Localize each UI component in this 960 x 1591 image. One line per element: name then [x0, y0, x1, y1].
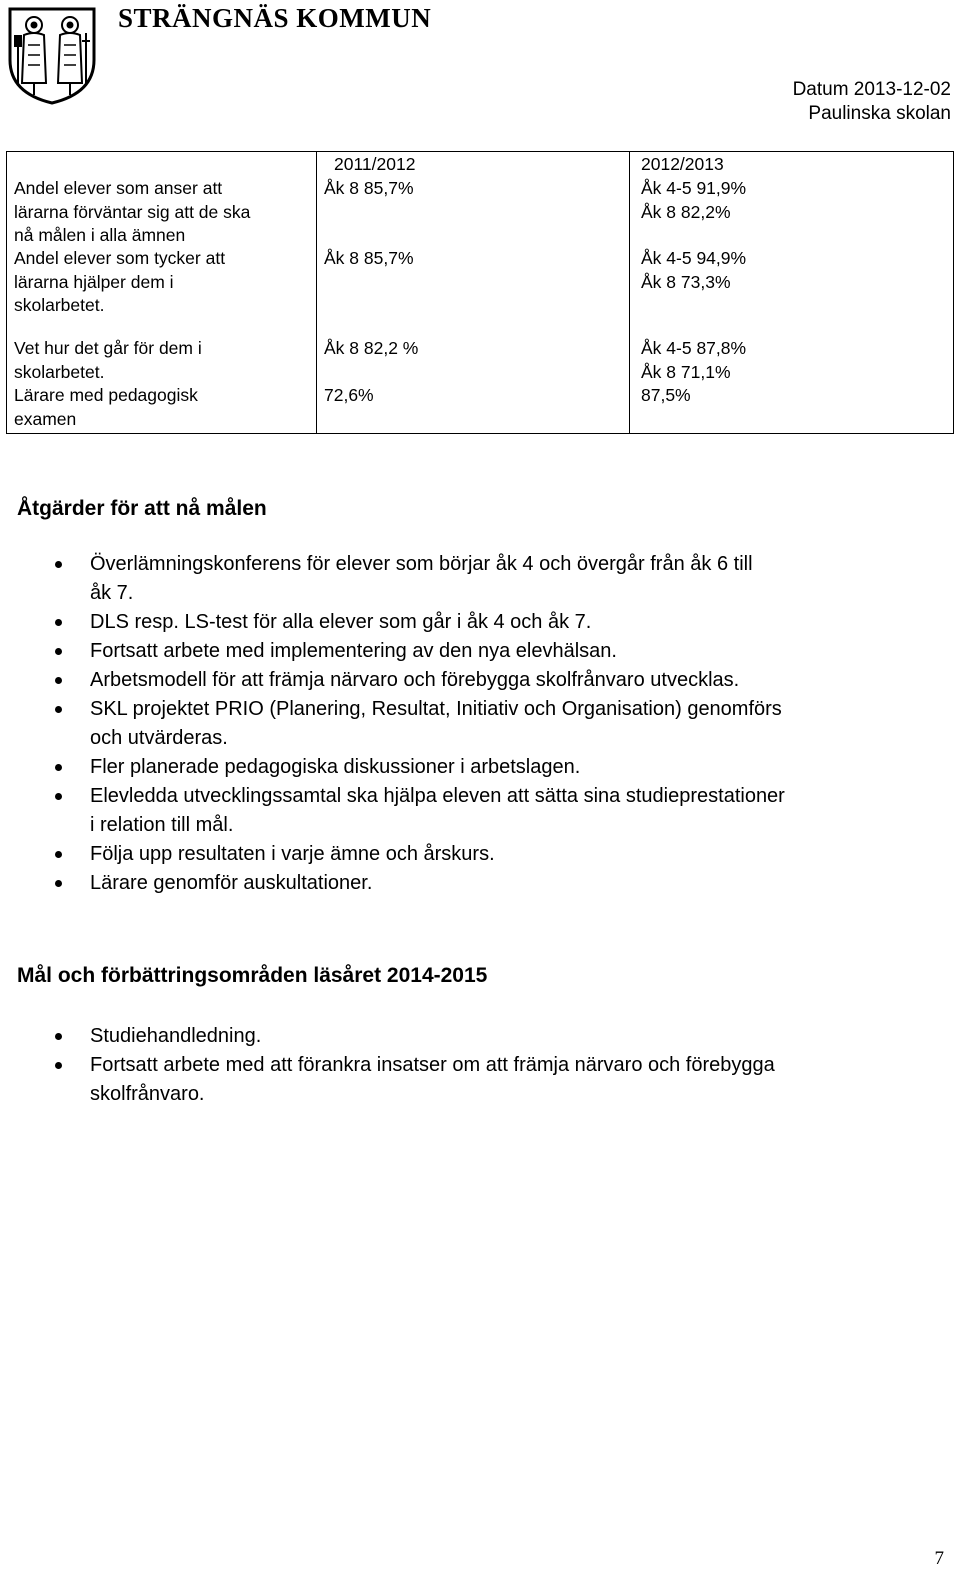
value-2012-2013: Åk 4-5 91,9% Åk 8 82,2%	[641, 178, 747, 222]
column-divider	[316, 151, 317, 434]
value-2011-2012: 72,6%	[324, 385, 374, 405]
bullet-icon	[55, 851, 62, 858]
value-2011-2012: Åk 8 85,7%	[324, 178, 414, 198]
list-item-continuation: åk 7.	[90, 582, 134, 604]
list-item: Elevledda utvecklingssamtal ska hjälpa eleven att sätta sina studieprestationer	[0, 782, 945, 811]
measures-list	[0, 550, 945, 898]
goals-list	[0, 1022, 945, 1109]
page-number: 7	[934, 1548, 944, 1569]
results-table	[6, 151, 954, 434]
bullet-icon	[55, 880, 62, 887]
bullet-icon	[55, 1062, 62, 1069]
list-item-continuation: och utvärderas.	[90, 727, 228, 749]
list-item: Fortsatt arbete med implementering av den nya elevhälsan.	[0, 637, 945, 666]
bullet-icon	[55, 793, 62, 800]
value-2012-2013: Åk 4-5 87,8% Åk 8 71,1%	[641, 338, 747, 382]
list-item-continuation: i relation till mål.	[90, 814, 234, 836]
bullet-icon	[55, 1033, 62, 1040]
list-item: Följa upp resultaten i varje ämne och årskurs.	[0, 840, 945, 869]
bullet-icon	[55, 764, 62, 771]
goals-heading: Mål och förbättringsområden läsåret 2014-2015	[17, 964, 488, 987]
organization-name: STRÄNGNÄS KOMMUN	[118, 3, 432, 33]
bullet-icon	[55, 706, 62, 713]
list-item: DLS resp. LS-test för alla elever som går i åk 4 och åk 7.	[0, 608, 945, 637]
bullet-icon	[55, 648, 62, 655]
list-item: Fler planerade pedagogiska diskussioner i arbetslagen.	[0, 753, 945, 782]
document-date: Datum 2013-12-02	[792, 79, 951, 100]
municipal-coat-of-arms-icon	[6, 5, 98, 105]
school-name: Paulinska skolan	[808, 103, 951, 124]
value-2012-2013: 87,5%	[641, 385, 691, 405]
list-item: SKL projektet PRIO (Planering, Resultat, Initiativ och Organisation) genomförs	[0, 695, 945, 724]
row-label: Vet hur det går för dem i skolarbetet.	[14, 338, 202, 382]
row-label: Andel elever som anser att lärarna förväntar sig att de ska nå målen i alla ämnen	[14, 178, 251, 245]
bullet-icon	[55, 561, 62, 568]
measures-heading: Åtgärder för att nå målen	[17, 497, 267, 520]
value-2012-2013: Åk 4-5 94,9% Åk 8 73,3%	[641, 248, 747, 292]
value-2011-2012: Åk 8 85,7%	[324, 248, 414, 268]
list-item: Lärare genomför auskultationer.	[0, 869, 945, 898]
column-header-2012-2013: 2012/2013	[641, 154, 724, 174]
bullet-icon	[55, 619, 62, 626]
list-item-continuation: skolfrånvaro.	[90, 1083, 205, 1105]
list-item: Fortsatt arbete med att förankra insatser om att främja närvaro och förebygga	[0, 1051, 945, 1080]
column-header-2011-2012: 2011/2012	[334, 154, 416, 174]
row-label: Andel elever som tycker att lärarna hjälper dem i skolarbetet.	[14, 248, 226, 315]
bullet-icon	[55, 677, 62, 684]
value-2011-2012: Åk 8 82,2 %	[324, 338, 419, 358]
list-item: Studiehandledning.	[0, 1022, 945, 1051]
list-item: Överlämningskonferens för elever som börjar åk 4 och övergår från åk 6 till	[0, 550, 945, 579]
column-divider	[629, 151, 630, 434]
list-item: Arbetsmodell för att främja närvaro och förebygga skolfrånvaro utvecklas.	[0, 666, 945, 695]
row-label: Lärare med pedagogisk examen	[14, 385, 198, 429]
